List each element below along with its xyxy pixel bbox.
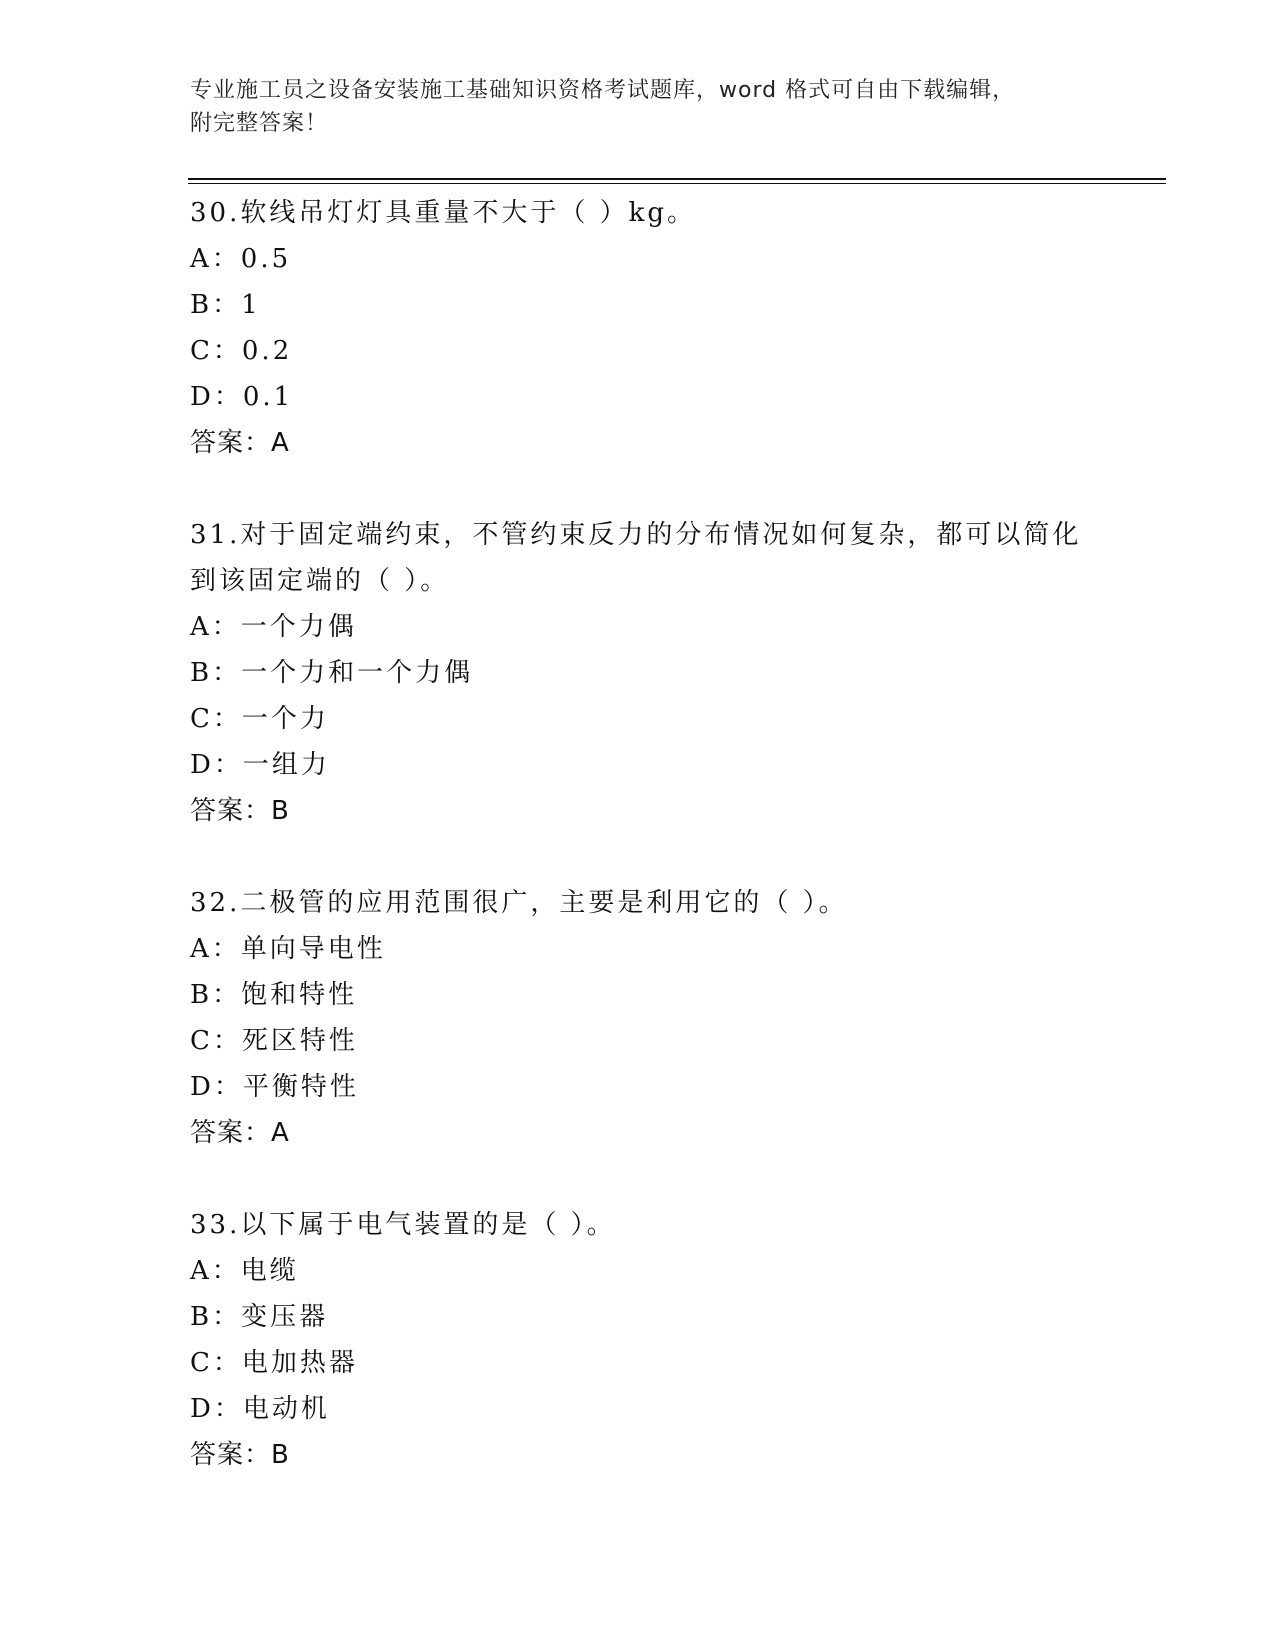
document-header (190, 74, 1090, 140)
question-31 (190, 512, 1090, 834)
option-c: C：一个力 (190, 704, 329, 734)
header-divider-thin (188, 183, 1166, 184)
option-b: B：变压器 (190, 1302, 329, 1332)
option-d: D：0.1 (190, 382, 294, 412)
question-stem: 32.二极管的应用范围很广，主要是利用它的（ ）。 (190, 888, 848, 918)
option-b: B：1 (190, 290, 261, 320)
answer-line: 答案：A (190, 1118, 290, 1148)
option-b: B：一个力和一个力偶 (190, 658, 474, 688)
question-32 (190, 880, 1090, 1156)
question-stem: 31.对于固定端约束，不管约束反力的分布情况如何复杂，都可以简化到该固定端的（ ）。 (190, 520, 1082, 596)
option-a: A：0.5 (190, 244, 292, 274)
header-divider-thick (188, 178, 1166, 180)
option-b: B：饱和特性 (190, 980, 358, 1010)
header-line-2: 附完整答案！ (190, 111, 329, 136)
option-a: A：单向导电性 (190, 934, 386, 964)
option-a: A：电缆 (190, 1256, 299, 1286)
header-line-1: 专业施工员之设备安装施工基础知识资格考试题库，word 格式可自由下载编辑， (190, 78, 1016, 103)
answer-line: 答案：B (190, 796, 290, 826)
option-d: D：平衡特性 (190, 1072, 359, 1102)
option-c: C：0.2 (190, 336, 293, 366)
option-a: A：一个力偶 (190, 612, 357, 642)
option-d: D：电动机 (190, 1394, 330, 1424)
answer-line: 答案：A (190, 428, 290, 458)
option-d: D：一组力 (190, 750, 330, 780)
option-c: C：死区特性 (190, 1026, 358, 1056)
question-stem: 33.以下属于电气装置的是（ ）。 (190, 1210, 616, 1240)
answer-line: 答案：B (190, 1440, 290, 1470)
question-stem: 30.软线吊灯灯具重量不大于（ ）kg。 (190, 198, 697, 228)
question-30 (190, 190, 1090, 466)
option-c: C：电加热器 (190, 1348, 358, 1378)
question-33 (190, 1202, 1090, 1478)
